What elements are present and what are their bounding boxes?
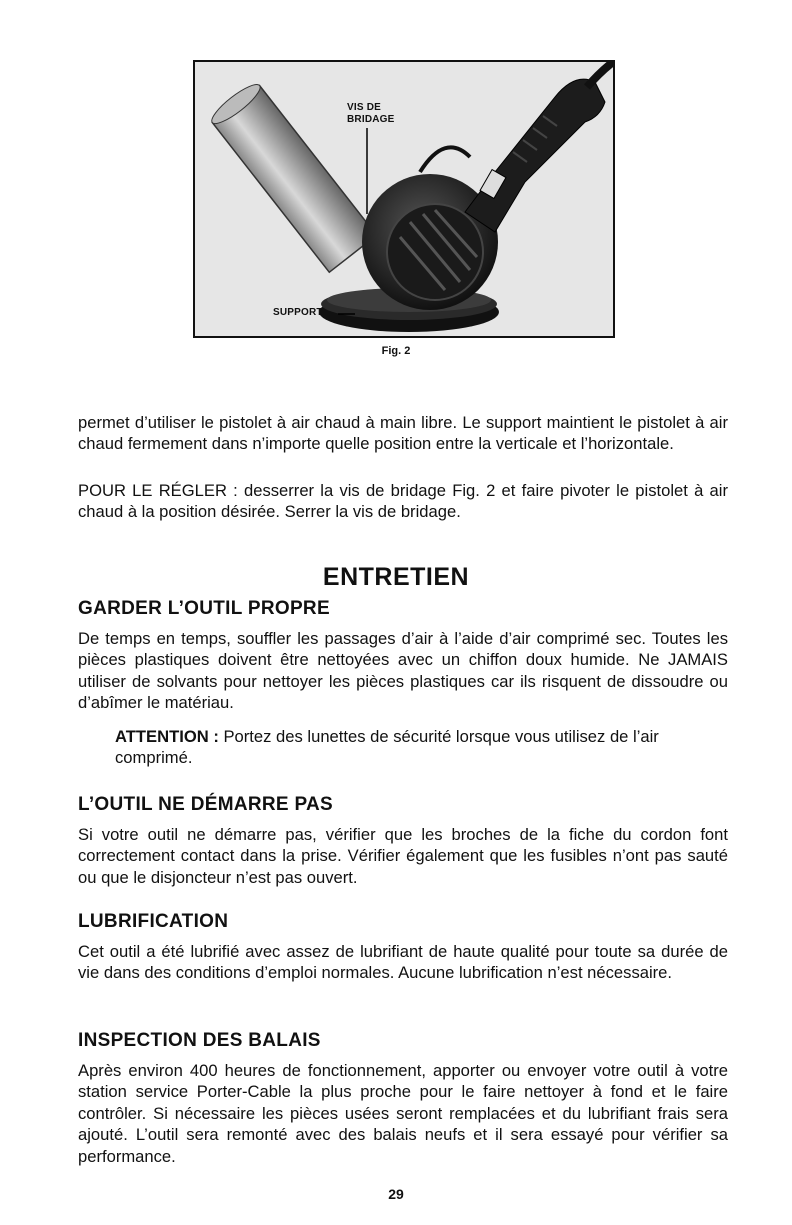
attention-note [115,726,715,769]
support-label: SUPPORT [273,307,323,318]
intro-paragraph-1: permet d’utiliser le pistolet à air chaud à main libre. Le support maintient le pistolet à air chaud fermement dans n’importe quelle position entre la verticale et l’horizontale. [78,413,728,454]
intro-paragraph-2: POUR LE RÉGLER : desserrer la vis de bridage Fig. 2 et faire pivoter le pistolet à air chaud à la position désirée. Serrer la vis de bridage. [78,481,728,522]
heading-lubrication: LUBRIFICATION [78,911,229,932]
attention-label: ATTENTION : [115,727,219,746]
body-brush-inspection: Après environ 400 heures de fonctionnement, apporter ou envoyer votre outil à votre station service Porter-Cable la plus proche pour le faire nettoyer à fond et le faire contrôler. Si nécessaire les pièces usées seront remplacées et du lubrifiant frais sera ajouté. L’outil sera remonté avec des balais neufs et il sera essayé pour vérifier sa performance. [78,1061,728,1166]
heading-brush-inspection: INSPECTION DES BALAIS [78,1030,321,1051]
heading-keep-clean: GARDER L’OUTIL PROPRE [78,598,330,619]
body-keep-clean: De temps en temps, souffler les passages d’air à l’aide d’air comprimé sec. Toutes les pièces plastiques doivent être nettoyées avec un chiffon doux humide. Ne JAMAIS utiliser de solvants pour nettoyer les pièces plastiques car ils risquent de dissoudre ou d’abîmer le matériau. [78,629,728,713]
clamp-screw-label [347,102,437,126]
figure-heat-gun-stand [193,60,615,338]
body-lubrication: Cet outil a été lubrifié avec assez de lubrifiant de haute qualité pour toute sa durée de vie dans des conditions d’emploi normales. Aucune lubrification n’est nécessaire. [78,942,728,983]
section-title-maintenance: ENTRETIEN [322,563,470,591]
heading-tool-not-starting: L’OUTIL NE DÉMARRE PAS [78,794,334,815]
figure-caption: Fig. 2 [381,345,411,357]
page-number: 29 [388,1186,404,1202]
clamp-screw-label-line2: BRIDAGE [347,114,395,125]
clamp-screw-label-line1: VIS DE [347,102,381,113]
attention-text: Portez des lunettes de sécurité lorsque vous utilisez de l’air comprimé. [115,727,659,768]
body-tool-not-starting: Si votre outil ne démarre pas, vérifier que les broches de la fiche du cordon font correctement contact dans la prise. Vérifier également que les fusibles n’ont pas sauté ou que le disjoncteur n’est pas ouvert. [78,825,728,887]
